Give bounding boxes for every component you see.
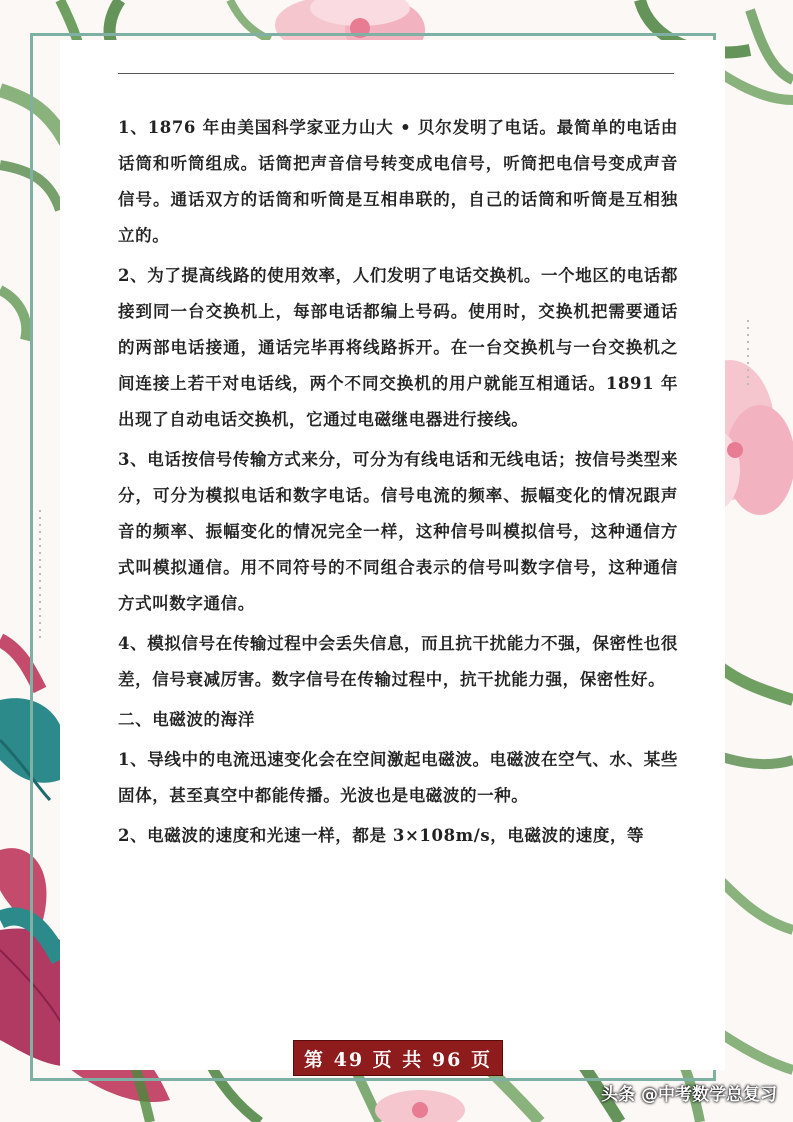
paragraph: 3、电话按信号传输方式来分，可分为有线电话和无线电话；按信号类型来分，可分为模拟电话和数字电话。信号电流的频率、振幅变化的情况跟声音的频率、振幅变化的情况完全一样，这种信号叫模拟信号，这种通信方式叫模拟通信。用不同符号的不同组合表示的信号叫数字信号，这种通信方式叫数字通信。 — [118, 450, 678, 613]
page-number-label: 第 49 页 共 96 页 — [304, 1048, 492, 1071]
paragraph: 2、电磁波的速度和光速一样，都是 3×108m/s，电磁波的速度，等 — [118, 826, 645, 845]
paragraph: 1、导线中的电流迅速变化会在空间激起电磁波。电磁波在空气、水、某些固体，甚至真空中都能传播。光波也是电磁波的一种。 — [118, 750, 678, 805]
paragraph: 4、模拟信号在传输过程中会丢失信息，而且抗干扰能力不强，保密性也很差，信号衰减厉害。数字信号在传输过程中，抗干扰能力强，保密性好。 — [118, 634, 678, 689]
header-rule — [118, 73, 674, 74]
watermark: 头条 @中考数学总复习 — [601, 1085, 777, 1105]
paragraph: 2、为了提高线路的使用效率，人们发明了电话交换机。一个地区的电话都接到同一台交换机上，每部电话都编上号码。使用时，交换机把需要通话的两部电话接通，通话完毕再将线路拆开。在一台交换机与一台交换机之间连接上若干对电话线，两个不同交换机的用户就能互相通话。1891 年出现了自动电话交换机，它通过电磁继电器进行接线。 — [118, 266, 678, 429]
bottom-flower-icon — [375, 1090, 465, 1122]
section-heading: 二、电磁波的海洋 — [118, 710, 255, 729]
document-page — [60, 40, 725, 1070]
document-body — [118, 110, 678, 858]
paragraph: 1、1876 年由美国科学家亚力山大 • 贝尔发明了电话。最简单的电话由话筒和听筒组成。话筒把声音信号转变成电信号，听筒把电信号变成声音信号。通话双方的话筒和听筒是互相串联的，自己的话筒和听筒是互相独立的。 — [118, 118, 678, 245]
page-number-badge — [293, 1040, 503, 1076]
